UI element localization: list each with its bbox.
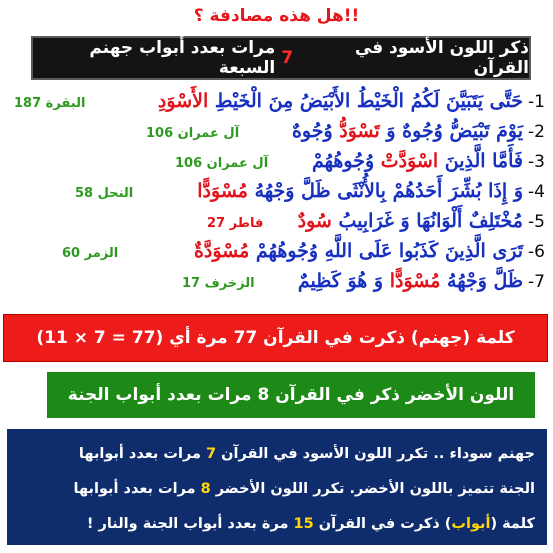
verse-highlight: الأَسْوَدِ (157, 90, 209, 112)
verse-number: -7 (528, 272, 545, 292)
verse-reference: آل عمران 106 (175, 156, 269, 171)
verse-number: -2 (528, 122, 545, 142)
verse-row (0, 270, 553, 298)
verse-number: -5 (528, 212, 545, 232)
verse-highlight: سُودٌ (297, 210, 332, 232)
verse-reference: فاطر 27 (207, 216, 264, 231)
verse-highlight: مُسْوَدًّا (197, 180, 248, 202)
banner-text-start: ذكر اللون الأسود في القرآن (354, 38, 529, 78)
verse-highlight: مُسْوَدَّةٌ (193, 240, 250, 262)
verse-highlight: تَسْوَدُّ (339, 120, 380, 142)
verse-text: ظَلَّ وَجْهُهُ مُسْوَدًّا وَ هُوَ كَظِيمٌ (297, 270, 523, 292)
green-color-banner: اللون الأخضر ذكر في القرآن 8 مرات بعدد أبواب الجنة (47, 372, 535, 418)
verse-highlight: اسْوَدَّتْ (380, 150, 439, 172)
verse-reference: الزمر 60 (62, 246, 119, 261)
banner-text-end: مرات بعدد أبواب جهنم السبعة (89, 38, 276, 78)
verse-text: فَأَمَّا الَّذِينَ اسْوَدَّتْ وُجُوهُهُمْ (311, 150, 523, 172)
banner-number: 7 (281, 48, 294, 68)
summary-highlight-word: أبواب (451, 516, 491, 532)
verse-highlight: مُسْوَدًّا (389, 270, 441, 292)
verse-row (0, 120, 553, 148)
verse-reference: النحل 58 (75, 186, 134, 201)
black-color-banner (31, 36, 531, 80)
summary-line: الجنة تتميز باللون الأخضر. تكرر اللون الأخضر 8 مرات بعدد أبوابها (73, 481, 535, 497)
summary-number: 15 (293, 516, 314, 532)
verse-text: مُخْتَلِفٌ أَلْوَانُهَا وَ غَرَابِيبُ سُودٌ (297, 210, 523, 232)
summary-line: كلمة (أبواب) ذكرت في القرآن 15 مرة بعدد أبواب الجنة والنار ! (86, 516, 535, 532)
verse-number: -3 (528, 152, 545, 172)
summary-number: 8 (200, 481, 211, 497)
verse-reference: البقرة 187 (14, 96, 86, 111)
verse-reference: الزخرف 17 (182, 276, 255, 291)
verse-number: -6 (528, 242, 545, 262)
summary-line: جهنم سوداء .. تكرر اللون الأسود في القرآن 7 مرات بعدد أبوابها (78, 446, 535, 462)
verse-text: يَوْمَ تَبْيَضُّ وُجُوهٌ وَ تَسْوَدُّ وُجُوهٌ (291, 120, 523, 142)
verse-number: -4 (528, 182, 545, 202)
verse-reference: آل عمران 106 (146, 126, 240, 141)
summary-number: 7 (206, 446, 217, 462)
verse-number: -1 (528, 92, 545, 112)
verse-row (0, 90, 553, 118)
verse-row (0, 210, 553, 238)
verse-text: تَرَى الَّذِينَ كَذَبُوا عَلَى اللَّهِ وُجُوهُهُمْ مُسْوَدَّةٌ (193, 240, 523, 262)
verse-text: وَ إِذَا بُشِّرَ أَحَدُهُمْ بِالأُنْثَى ظَلَّ وَجْهُهُ مُسْوَدًّا (197, 180, 523, 202)
summary-box (7, 429, 547, 545)
verse-row (0, 240, 553, 268)
verse-row (0, 150, 553, 178)
jahannam-count-banner: كلمة (جهنم) ذكرت في القرآن 77 مرة أي (77 = 7 × 11) (3, 314, 548, 362)
verse-row (0, 180, 553, 208)
verses-list (0, 90, 553, 310)
verse-text: حَتَّى يَتَبَيَّنَ لَكُمُ الْخَيْطُ الأَبْيَضُ مِنَ الْخَيْطِ الأَسْوَدِ (157, 90, 523, 112)
page-title: هل هذه مصادفة ؟!! (193, 6, 360, 26)
